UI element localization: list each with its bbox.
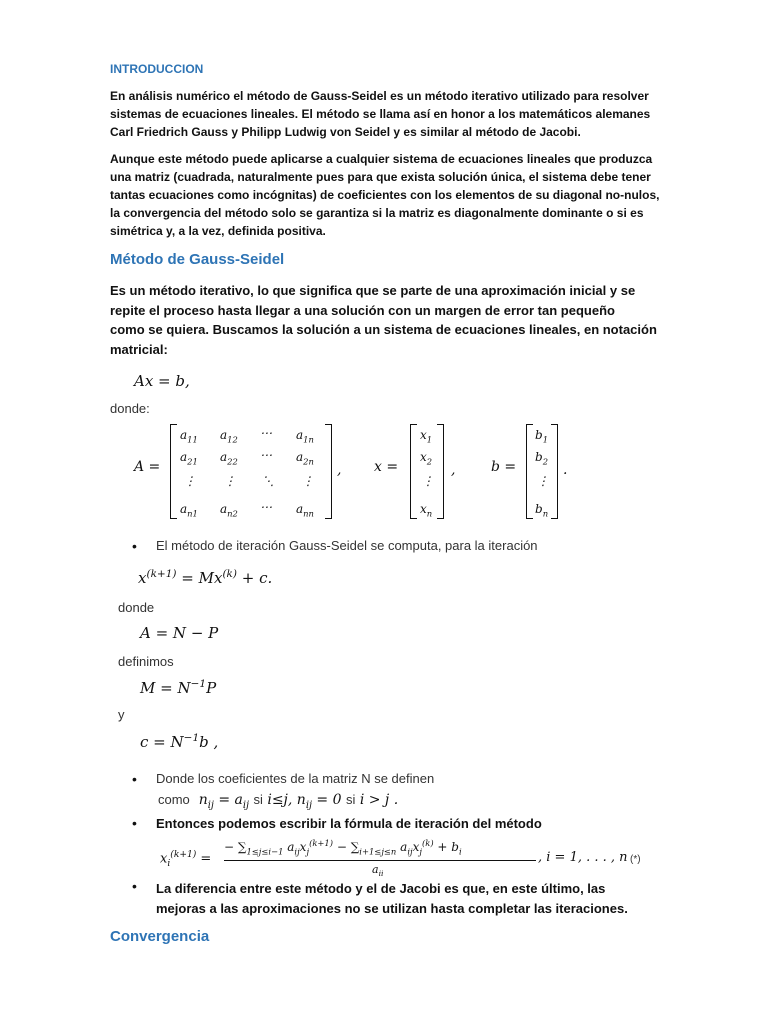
bullet-marker: • (132, 878, 137, 894)
bullet-text: Donde los coeficientes de la matriz N se definen (156, 771, 435, 786)
equation-c: $c = N^{-1}b$ , (140, 732, 219, 751)
intro-heading: INTRODUCCION (110, 62, 204, 76)
text-line: sistemas de ecuaciones lineales. El método se llama así en honor a los matemáticos alemanes (110, 107, 651, 121)
formula-star-label: (*) (630, 854, 641, 865)
convergencia-heading: Convergencia (110, 928, 210, 945)
metodo-paragraph (110, 281, 657, 359)
vector-x: $x_1$ $x_2$ ⋮ $x_n$ (410, 424, 444, 520)
bullet-text: El método de iteración Gauss-Seidel se computa, para la iteración (156, 538, 538, 553)
vector-b: $b_1$ $b_2$ ⋮ $b_n$ (526, 424, 558, 520)
equation-a-n-p: A = N − P (140, 624, 219, 642)
iteration-formula: $x_i^{(k+1)}$ = − $\sum_{1\le j\le i-1}$ $a_{ij}x_j^{(k+1)} - \sum_{i+1\le j\le n}$ $a_{ij}x_j^{(k)} + b_i$ $a_{ii}$ , i = 1, . . . , n (*) (160, 838, 641, 879)
text-line: Aunque este método puede aplicarse a cualquier sistema de ecuaciones lineales que produzca (110, 152, 653, 166)
definimos-label: definimos (118, 654, 174, 669)
bullet-marker: • (132, 771, 137, 787)
text-line: Es un método iterativo, lo que significa que se parte de una aproximación inicial y se (110, 283, 636, 298)
bullet-text: Entonces podemos escribir la fórmula de iteración del método (156, 816, 542, 831)
equation-iteration: $x^{(k+1)} = Mx^{(k)} + c$. (138, 568, 273, 587)
text-line: matricial: (110, 341, 168, 357)
matrix-a-label: A = (134, 459, 161, 475)
vector-b-label: b = (491, 459, 517, 475)
equation-ax-b: Ax = b, (134, 372, 190, 390)
bullet-marker: • (132, 815, 137, 831)
text-line: una matriz (cuadrada, naturalmente pues para que exista solución única, el sistema debe tener (110, 170, 651, 184)
bullet-marker: • (132, 538, 137, 554)
donde-label: donde (118, 600, 155, 615)
coef-definition: como $n_{ij} = a_{ij}$ si i≤j, $n_{ij} = 0$ si i > j . (158, 792, 399, 811)
text-line: como se quiera. Buscamos la solución a un sistema de ecuaciones lineales, en notación (110, 322, 657, 337)
vector-x-label: x = (374, 459, 399, 475)
text-line: tantas ecuaciones como incógnitas) de coeficientes con los elementos de su diagonal no-nulos, (110, 188, 660, 202)
text-line: Carl Friedrich Gauss y Philipp Ludwig von Seidel y es similar al método de Jacobi. (110, 125, 581, 139)
bullet-text (156, 879, 628, 919)
donde-label: donde: (110, 401, 150, 416)
text-line: simétrica y, a la vez, definida positiva. (110, 224, 326, 238)
text-line: la convergencia del método solo se garantiza si la matriz es diagonalmente dominante o si es (110, 206, 644, 220)
metodo-heading: Método de Gauss-Seidel (110, 251, 285, 268)
text-line: repite el proceso hasta llegar a una solución con un margen de error tan pequeño (110, 302, 615, 318)
equation-m: $M = N^{-1}P$ (140, 678, 217, 697)
text-line: La diferencia entre este método y el de Jacobi es que, en este último, las (156, 881, 606, 896)
intro-paragraph-1 (110, 87, 650, 141)
y-label: y (118, 707, 125, 722)
matrix-a: $a_{11}$ $a_{12}$ ⋯ $a_{1n}$ $a_{21}$ $a_{22}$ ⋯ $a_{2n}$ ⋮ ⋮ ⋱ ⋮ $a_{n1}$ $a_{n2}$ ⋯ $a_{nn}$ (170, 424, 332, 520)
text-line: En análisis numérico el método de Gauss-Seidel es un método iterativo utilizado para resolver (110, 89, 649, 103)
intro-paragraph-2 (110, 150, 660, 240)
text-line: mejoras a las aproximaciones no se utilizan hasta completar las iteraciones. (156, 901, 628, 916)
